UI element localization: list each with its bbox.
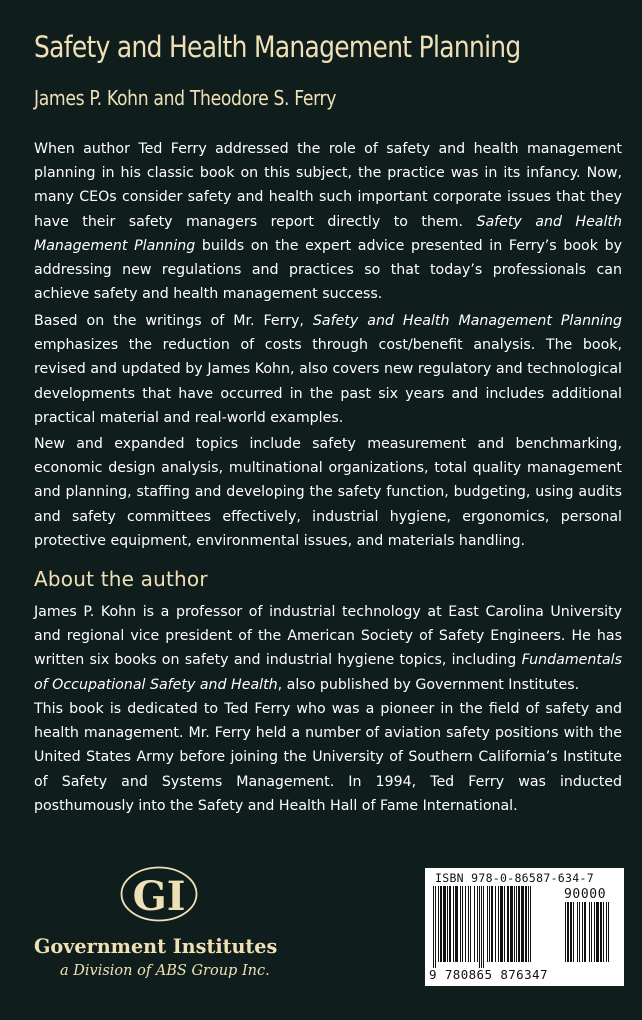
paragraph-text: New and expanded topics include safety measurement and benchmarking, economic design analysis, multinational organizations, total quality management and planning, staffing and developing the safety function, budgeting, using audits and safety committees effectively, industrial hygiene, ergonomics, personal protective equipment, environmental issues, and materials handling.	[34, 436, 622, 549]
barcode-bar	[470, 886, 471, 962]
barcode-bar	[495, 886, 496, 962]
barcode-bar	[504, 886, 505, 962]
barcode-bar	[477, 886, 478, 962]
isbn-text: ISBN 978-0-86587-634-7	[435, 871, 594, 885]
barcode-bar	[608, 902, 609, 962]
barcode-bar	[438, 886, 439, 962]
barcode-bar	[606, 902, 607, 962]
barcode-bar	[433, 886, 434, 968]
barcode-bar	[591, 902, 592, 962]
barcode-bar	[481, 886, 482, 968]
barcode-bar	[462, 886, 463, 962]
book-title-italic: Safety and Health Management Planning	[312, 313, 622, 329]
barcode-bar	[487, 886, 488, 962]
barcode-bar	[596, 902, 599, 962]
barcode-number: 9 780865 876347	[429, 967, 548, 982]
barcode-bar	[589, 902, 590, 962]
barcode-bar	[528, 886, 529, 962]
barcode-bar	[447, 886, 448, 962]
barcode-bar	[521, 886, 524, 962]
barcode-bar	[491, 886, 493, 962]
barcode-bar	[468, 886, 469, 962]
barcode-bar	[474, 886, 475, 962]
barcode-bar	[525, 886, 527, 962]
description-paragraph-3	[34, 432, 622, 553]
about-author-heading: About the author	[34, 567, 208, 591]
paragraph-text: , also published by Government Institutes.	[277, 676, 580, 693]
barcode-bar	[584, 902, 586, 962]
barcode-bar	[573, 902, 574, 962]
barcode-bar	[500, 886, 503, 962]
barcode-bar	[594, 902, 595, 962]
barcode-bar	[489, 886, 490, 962]
barcode-bar	[567, 902, 569, 962]
book-title-italic: Fundamentals of Occupational Safety and Health	[34, 652, 622, 693]
barcode-bar	[449, 886, 451, 962]
description-paragraph-2	[34, 309, 622, 430]
paragraph-text: When author Ted Ferry addressed the role of safety and health management planning in his classic book on this subject, the practice was in its infancy. Now, many CEOs consider safety and health such important corporate issues that they have their safety managers report directly to them.	[34, 141, 622, 230]
about-author-paragraph-1	[34, 600, 622, 697]
barcode-bar	[435, 886, 436, 968]
barcode-bar	[453, 886, 454, 962]
publisher-name: Government Institutes	[34, 934, 278, 958]
barcode-bar	[582, 902, 583, 962]
publisher-division: a Division of ABS Group Inc.	[60, 963, 270, 979]
barcode-bar	[565, 902, 566, 962]
barcode-bar	[514, 886, 515, 962]
price-code: 90000	[564, 887, 607, 902]
barcode-bar	[570, 902, 572, 962]
barcode-bar	[577, 902, 578, 962]
barcode-bar	[455, 886, 458, 962]
barcode-bar	[510, 886, 513, 962]
barcode-bar	[498, 886, 499, 962]
barcode-bar	[579, 902, 580, 962]
paragraph-text: builds on the expert advice presented in Ferry’s book by addressing new regulations and practices so that today’s professionals can achieve safety and health management success.	[34, 237, 622, 303]
about-author-paragraph-2	[34, 697, 622, 818]
book-title-italic: Safety and Health Management Planning	[34, 213, 622, 254]
barcode-bar	[443, 886, 446, 962]
barcode-bar	[465, 886, 466, 962]
barcode-bar	[483, 886, 484, 968]
description-paragraph-1	[34, 137, 622, 306]
logo-letters: GI	[132, 873, 186, 920]
barcode-bar	[603, 902, 604, 962]
barcode-addon-bars	[565, 902, 619, 970]
barcode-bar	[530, 886, 531, 962]
barcode-bars	[433, 886, 559, 970]
barcode-bar	[518, 886, 520, 962]
paragraph-text: emphasizes the reduction of costs through cost/benefit analysis. The book, revised and updated by James Kohn, also covers new regulatory and technological developments that have occurred in the past six years and includes additional practical material and real-world examples.	[34, 337, 622, 426]
barcode-bar	[516, 886, 517, 962]
paragraph-text: This book is dedicated to Ted Ferry who was a pioneer in the field of safety and health management. Mr. Ferry held a number of aviation safety positions with the United States Army before joining the University of Southern California’s Institute of Safety and Systems Management. In 1994, Ted Ferry was inducted posthumously into the Safety and Health Hall of Fame International.	[34, 701, 622, 814]
isbn-barcode	[425, 868, 624, 986]
barcode-bar	[600, 902, 602, 962]
book-title: Safety and Health Management Planning	[34, 30, 521, 64]
barcode-bar	[440, 886, 442, 962]
barcode-bar	[460, 886, 461, 962]
barcode-bar	[507, 886, 509, 962]
publisher-logo	[120, 866, 198, 922]
paragraph-text: Based on the writings of Mr. Ferry,	[34, 313, 313, 329]
barcode-bar	[479, 886, 480, 968]
book-authors: James P. Kohn and Theodore S. Ferry	[34, 86, 337, 110]
paragraph-text: James P. Kohn is a professor of industrial technology at East Carolina University and regional vice president of the American Society of Safety Engineers. He has written six books on safety and industrial hygiene topics, including	[34, 604, 622, 669]
